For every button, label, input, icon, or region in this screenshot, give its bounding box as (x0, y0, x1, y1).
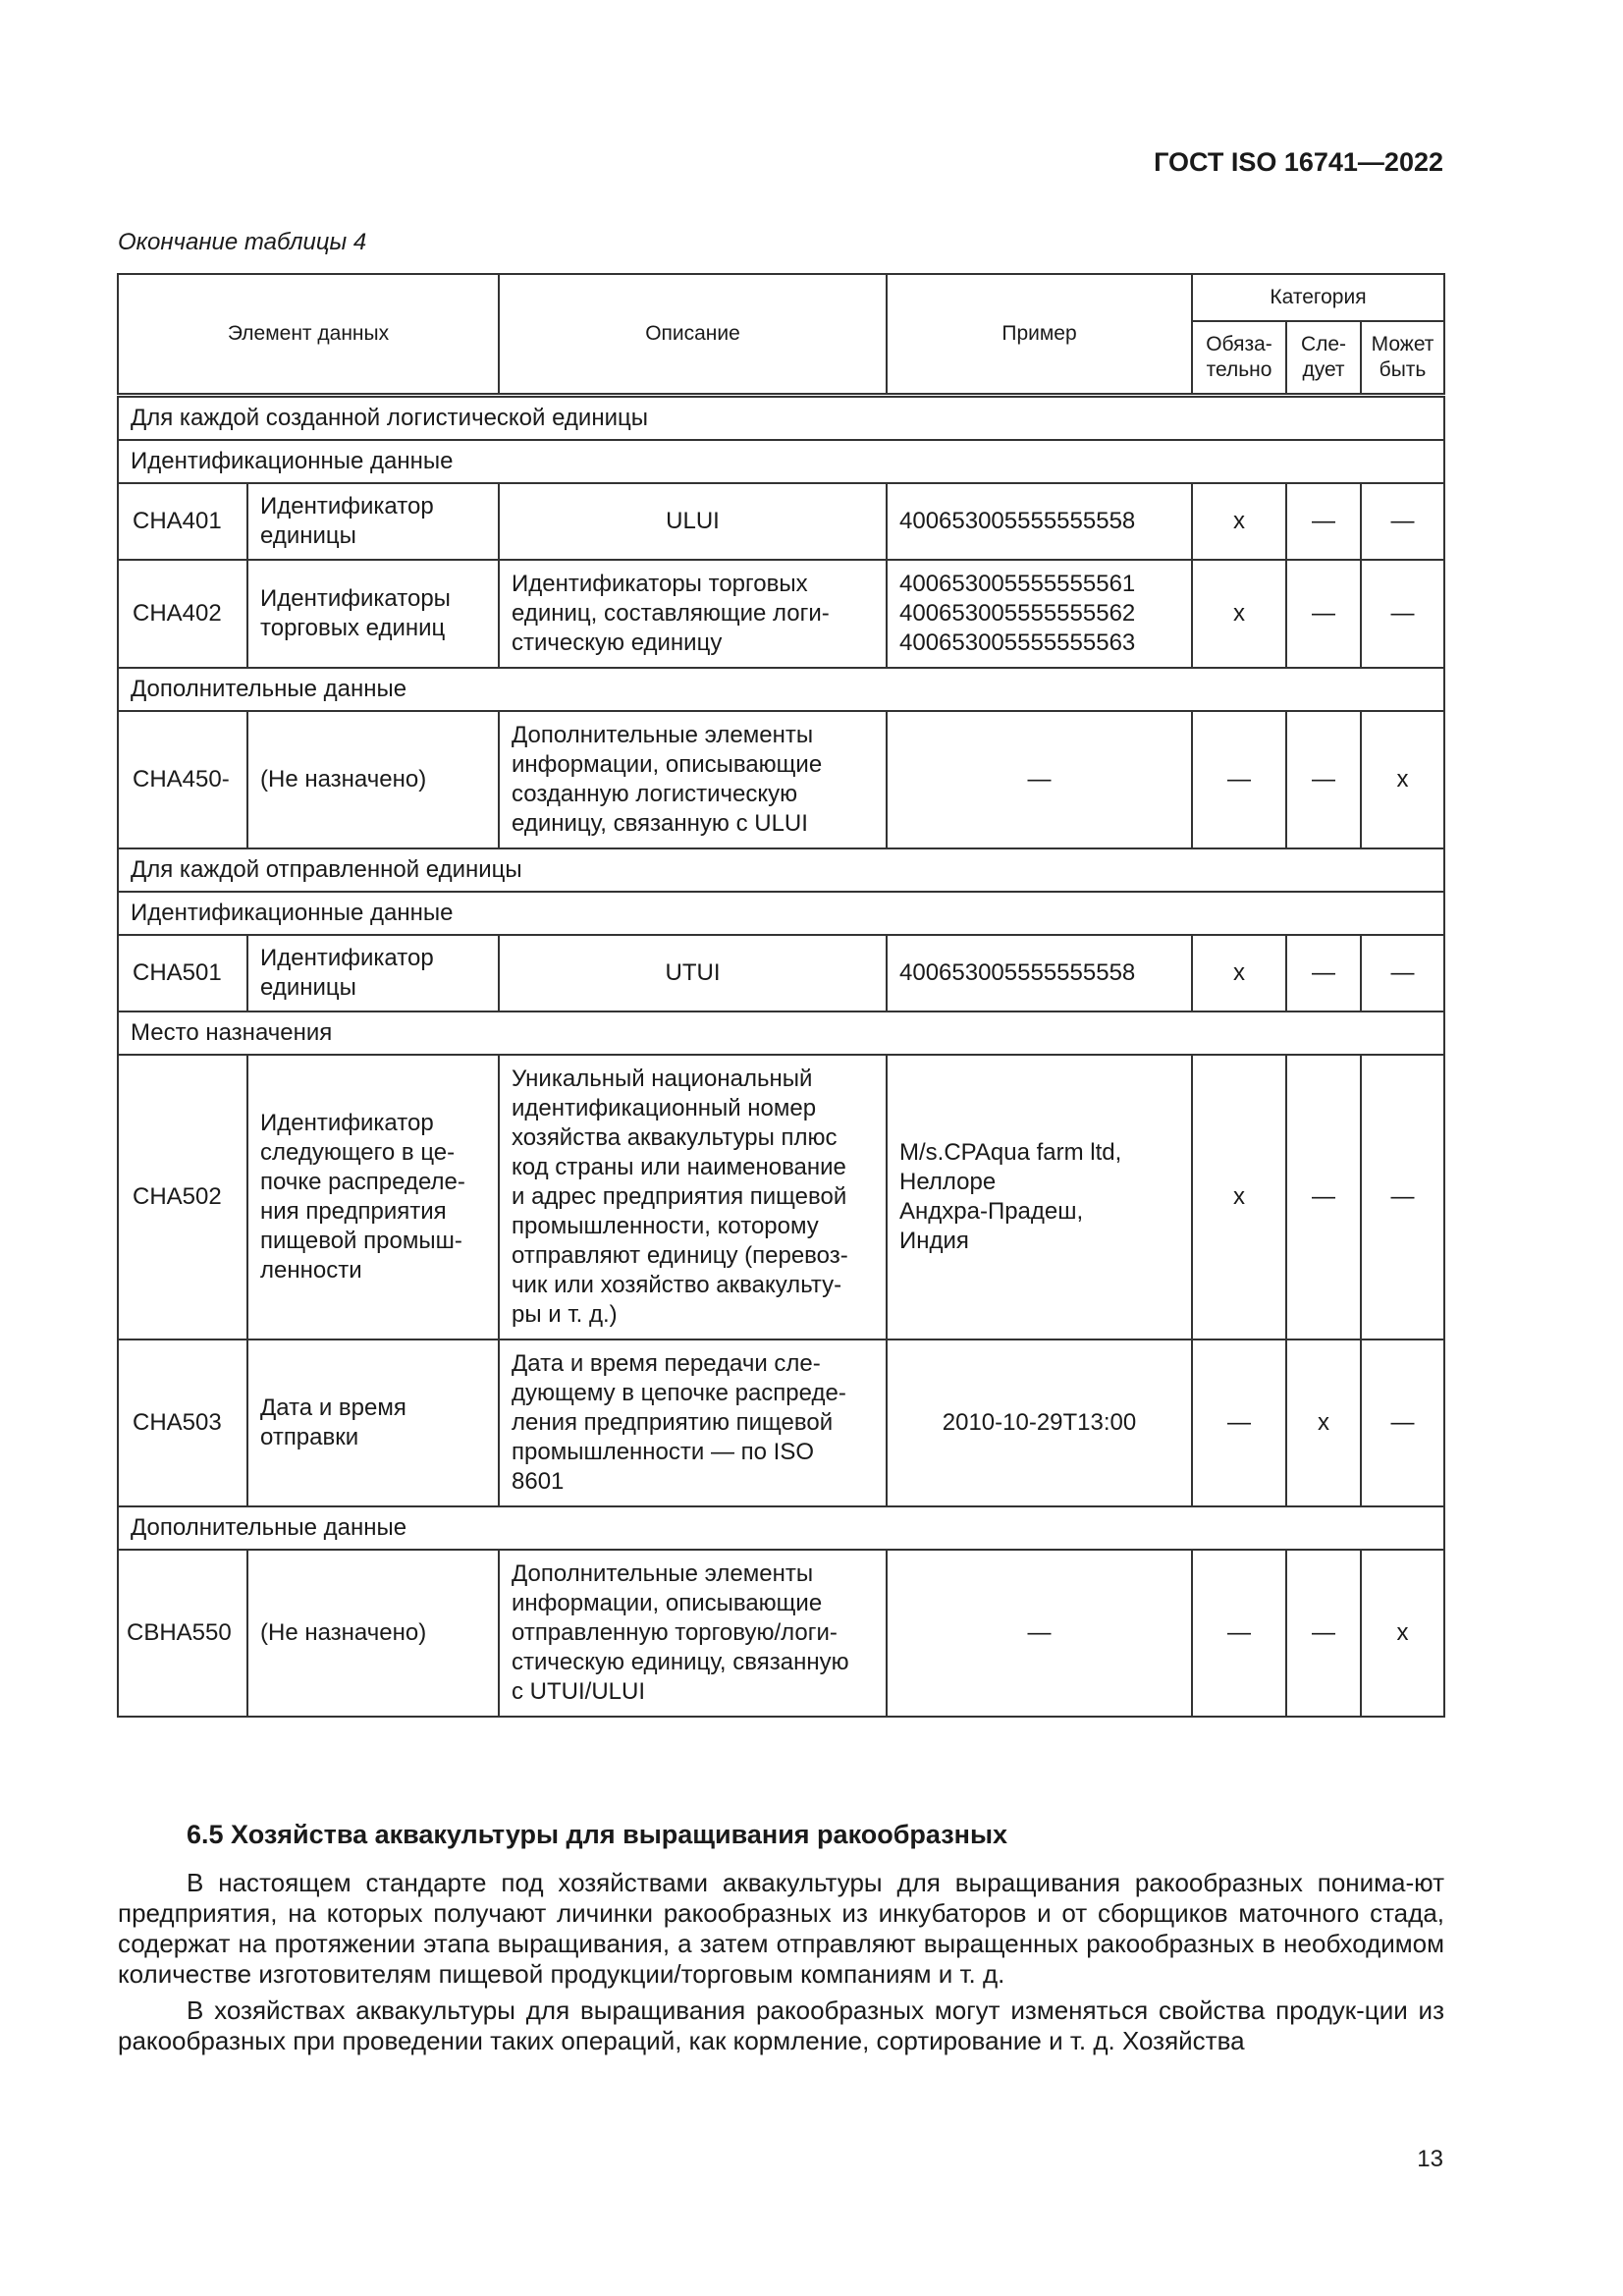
section-row: Место назначения (118, 1011, 1444, 1055)
cell-code: CHA503 (118, 1339, 247, 1506)
header-should: Сле- дует (1286, 321, 1361, 396)
cell-mandatory: — (1192, 711, 1286, 848)
cell-may: — (1361, 935, 1444, 1011)
cell-name: Идентификатор единицы (247, 935, 499, 1011)
cell-should: — (1286, 935, 1361, 1011)
cell-code: CHA502 (118, 1055, 247, 1339)
page-number: 13 (1417, 2146, 1443, 2172)
cell-should: — (1286, 483, 1361, 560)
table-row (118, 483, 1444, 560)
cell-mandatory: x (1192, 483, 1286, 560)
table-row (118, 1055, 1444, 1339)
cell-mandatory: x (1192, 560, 1286, 668)
cell-name: Идентификаторы торговых единиц (247, 560, 499, 668)
section-row: Дополнительные данные (118, 668, 1444, 711)
section-row: Дополнительные данные (118, 1506, 1444, 1550)
table-row (118, 1550, 1444, 1717)
table-row (118, 935, 1444, 1011)
cell-description: Дата и время передачи сле- дующему в цепочке распреде- ления предприятию пищевой промышленности — по ISO 8601 (499, 1339, 887, 1506)
section-row: Идентификационные данные (118, 892, 1444, 935)
cell-example: — (887, 711, 1192, 848)
cell-description: ULUI (499, 483, 887, 560)
header-element: Элемент данных (118, 274, 499, 396)
cell-description: Уникальный национальный идентификационный номер хозяйства аквакультуры плюс код страны или наименование и адрес предприятия пищевой промышленности, которому отправляют единицу (перевоз- чик или хозяйство аквакульту- ры и т. д.) (499, 1055, 887, 1339)
cell-code: CHA501 (118, 935, 247, 1011)
header-mandatory: Обяза- тельно (1192, 321, 1286, 396)
cell-name: Дата и время отправки (247, 1339, 499, 1506)
data-elements-table (117, 273, 1445, 1718)
cell-may: x (1361, 1550, 1444, 1717)
header-may: Может быть (1361, 321, 1444, 396)
cell-code: CHA401 (118, 483, 247, 560)
cell-description: Дополнительные элементы информации, описывающие отправленную торговую/логи- стическую единицу, связанную с UTUI/ULUI (499, 1550, 887, 1717)
cell-example: 400653005555555558 (887, 935, 1192, 1011)
table-row (118, 1339, 1444, 1506)
cell-should: — (1286, 1550, 1361, 1717)
cell-should: — (1286, 711, 1361, 848)
cell-description: Идентификаторы торговых единиц, составляющие логи- стическую единицу (499, 560, 887, 668)
cell-should: — (1286, 560, 1361, 668)
cell-name: (Не назначено) (247, 1550, 499, 1717)
cell-description: Дополнительные элементы информации, описывающие созданную логистическую единицу, связанную с ULUI (499, 711, 887, 848)
cell-name: (Не назначено) (247, 711, 499, 848)
cell-may: x (1361, 711, 1444, 848)
table-row (118, 560, 1444, 668)
cell-code: CHA450- (118, 711, 247, 848)
cell-mandatory: x (1192, 935, 1286, 1011)
section-row: Идентификационные данные (118, 440, 1444, 483)
cell-may: — (1361, 483, 1444, 560)
cell-example: 400653005555555561 400653005555555562 400653005555555563 (887, 560, 1192, 668)
section-row: Для каждой отправленной единицы (118, 848, 1444, 892)
header-description: Описание (499, 274, 887, 396)
paragraph: В хозяйствах аквакультуры для выращивания ракообразных могут изменяться свойства продук-ции из ракообразных при проведении таких операций, как кормление, сортирование и т. д. Хозяйства (118, 1995, 1444, 2055)
cell-may: — (1361, 1339, 1444, 1506)
paragraph: В настоящем стандарте под хозяйствами аквакультуры для выращивания ракообразных понима-ют предприятия, на которых получают личинки ракообразных из инкубаторов и от сборщиков маточного стада, содержат на протяжении этапа выращивания, а затем отправляют выращенных ракообразных в необходимом количестве изготовителям пищевой продукции/торговым компаниям и т. д. (118, 1868, 1444, 1989)
section-heading: 6.5 Хозяйства аквакультуры для выращивания ракообразных (187, 1820, 1008, 1849)
cell-may: — (1361, 1055, 1444, 1339)
cell-name: Идентификатор следующего в це- почке распределе- ния предприятия пищевой промыш- ленности (247, 1055, 499, 1339)
cell-example: M/s.CPAqua farm ltd, Неллоре Андхра-Прадеш, Индия (887, 1055, 1192, 1339)
cell-should: — (1286, 1055, 1361, 1339)
cell-code: CBHA550 (118, 1550, 247, 1717)
cell-may: — (1361, 560, 1444, 668)
table-caption: Окончание таблицы 4 (118, 229, 367, 255)
cell-name: Идентификатор единицы (247, 483, 499, 560)
cell-should: x (1286, 1339, 1361, 1506)
cell-mandatory: — (1192, 1339, 1286, 1506)
cell-mandatory: x (1192, 1055, 1286, 1339)
cell-example: 400653005555555558 (887, 483, 1192, 560)
header-category: Категория (1192, 274, 1444, 321)
cell-description: UTUI (499, 935, 887, 1011)
cell-mandatory: — (1192, 1550, 1286, 1717)
section-row: Для каждой созданной логистической единицы (118, 396, 1444, 441)
document-id: ГОСТ ISO 16741—2022 (1154, 147, 1443, 177)
cell-example: — (887, 1550, 1192, 1717)
cell-code: CHA402 (118, 560, 247, 668)
header-example: Пример (887, 274, 1192, 396)
cell-example: 2010-10-29T13:00 (887, 1339, 1192, 1506)
table-row (118, 711, 1444, 848)
